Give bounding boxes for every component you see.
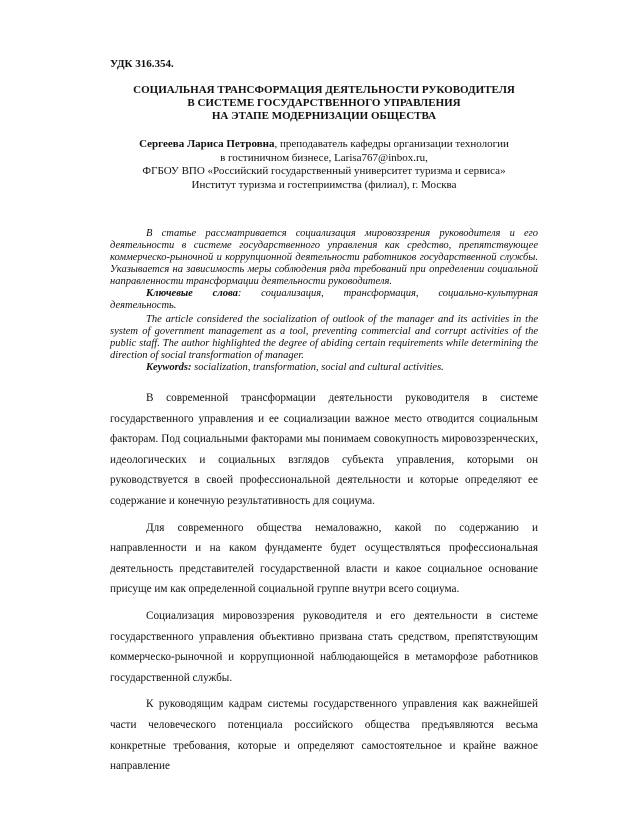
author-line-2: в гостиничном бизнесе, Larisa767@inbox.ru, [220,151,428,164]
title-line-3: НА ЭТАПЕ МОДЕРНИЗАЦИИ ОБЩЕСТВА [211,110,437,122]
abstract-russian [110,228,538,312]
body-paragraph-1: В современной трансформации деятельности руководителя в системе государственного управления и ее социализации важное место отводится социальным факторам. Под социальными факторами мы понимаем совокупность мировоззренческих, идеологических и социальных взглядов субъекта управления, которыми он руководствуется в своей профессиональной деятельности и которые определяют ее содержание и конечную результативность для социума. [110,392,538,507]
author-block [110,138,538,192]
keywords-ru [110,288,538,312]
author-institute: Институт туризма и гостеприимства (филиал), г. Москва [191,178,457,191]
body-paragraph-2: Для современного общества немаловажно, какой по содержанию и направленности и на каком фундаменте будет осуществляться профессиональная деятельность представителей государственной власти и какое социальное основание присуще им как определенной социальной группе внутри всего социума. [110,521,538,596]
keywords-en [110,362,538,374]
article-body [110,388,538,783]
author-line-1 [110,138,538,152]
keywords-ru-label: Ключевые слова [146,288,238,299]
keywords-ru-list: : социализация, трансформация, социально-культурная деятельность. [110,288,538,311]
abstract-ru-text: В статье рассматривается социализация мировоззрения руководителя и его деятельности в системе государственного управления как средство, препятствующее коммерческо-рыночной и коррупционной деятельности работников государственной службы. Указывается на зависимость меры соблюдения ряда требований при определении социальной направленности трансформации деятельности руководителя. [110,228,538,287]
keywords-en-list: socialization, transformation, social and cultural activities. [191,362,444,373]
abstract-english [110,314,538,374]
body-paragraph-3: Социализация мировоззрения руководителя и его деятельности в системе государственного управления объективно призвана стать средством, препятствующим коммерческо-рыночной и коррупционной наблюдающейся в метаморфозе работников государственной службы. [110,609,538,684]
udk-code: УДК 316.354. [110,58,174,70]
author-position: , преподаватель кафедры организации технологии [274,138,509,150]
title-line-1: СОЦИАЛЬНАЯ ТРАНСФОРМАЦИЯ ДЕЯТЕЛЬНОСТИ РУКОВОДИТЕЛЯ [133,84,515,96]
author-affiliation: ФГБОУ ВПО «Российский государственный университет туризма и сервиса» [142,165,506,177]
keywords-en-label: Keywords: [146,362,192,373]
abstract-en-text: The article considered the socialization of outlook of the manager and its activities in the system of government management as a tool, preventing commercial and corrupt activities of the public staff. The author highlighted the degree of abiding certain requirements while determining the direction of social transformation of manager. [110,314,538,361]
body-paragraph-4: К руководящим кадрам системы государственного управления как важнейшей части человеческого потенциала российского общества предъявляются весьма конкретные требования, которые и определяют самостоятельное и крайне важное направление [110,698,538,773]
article-title [110,84,538,123]
author-name: Сергеева Лариса Петровна [139,138,275,150]
title-line-2: В СИСТЕМЕ ГОСУДАРСТВЕННОГО УПРАВЛЕНИЯ [187,97,461,109]
